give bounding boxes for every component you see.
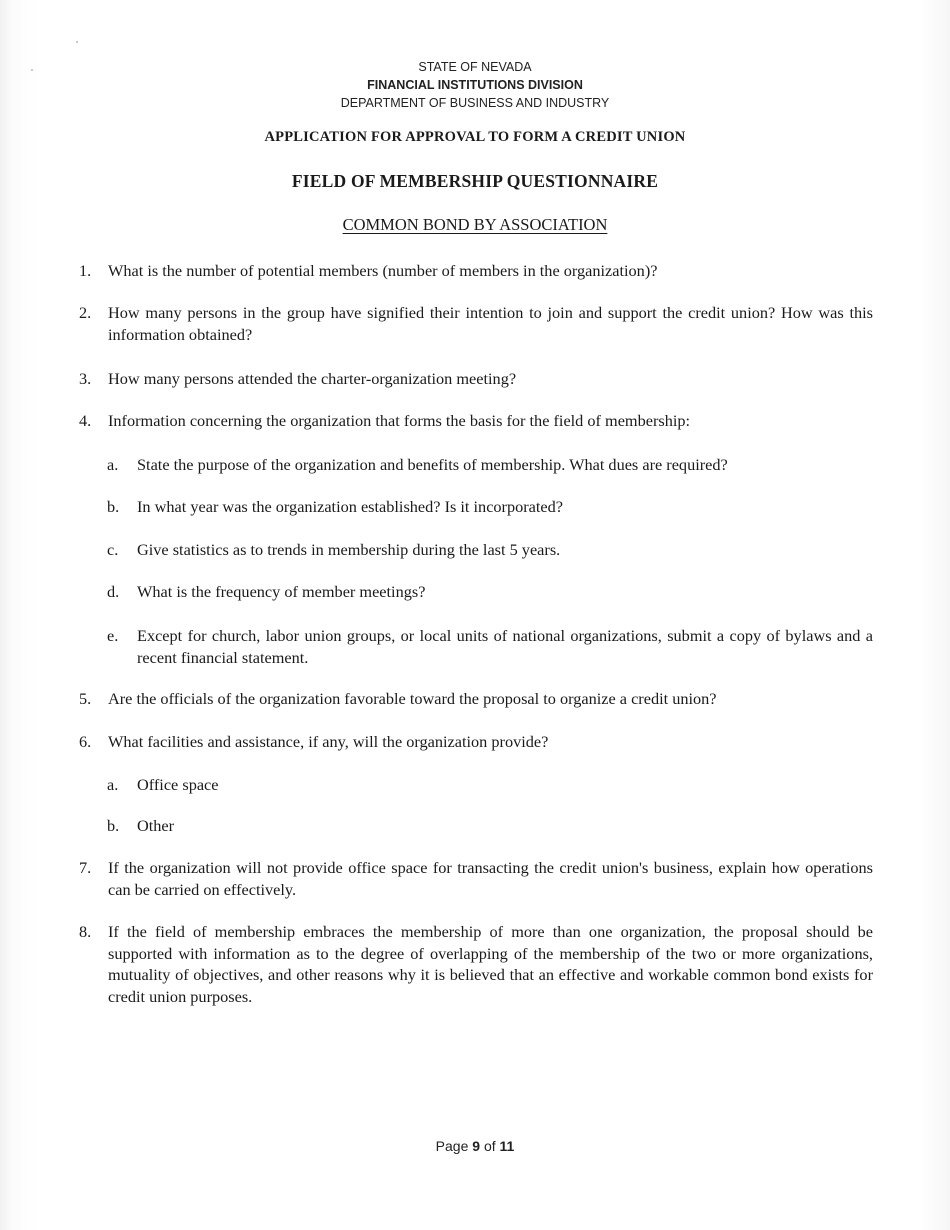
sub-question-text: State the purpose of the organization and benefits of membership. What dues are required? — [137, 455, 728, 474]
sub-question-letter: c. — [107, 540, 119, 559]
section-title: COMMON BOND BY ASSOCIATION — [342, 215, 608, 234]
page-number — [0, 1138, 950, 1154]
question-text: What is the number of potential members (number of members in the organization)? — [108, 261, 658, 280]
question-number: 3. — [79, 369, 92, 388]
question-text: If the organization will not provide office space for transacting the credit union's business, explain how operations can be carried on effectively. — [108, 858, 873, 899]
header-department: DEPARTMENT OF BUSINESS AND INDUSTRY — [340, 96, 610, 110]
sub-question-text: Give statistics as to trends in membership during the last 5 years. — [137, 540, 561, 559]
question-text: Information concerning the organization that forms the basis for the field of membership: — [108, 411, 691, 430]
sub-question-letter: a. — [107, 455, 119, 474]
question-text: What facilities and assistance, if any, will the organization provide? — [108, 732, 549, 751]
question-number: 5. — [79, 689, 92, 708]
sub-question-letter: a. — [107, 775, 119, 794]
page-total: 11 — [499, 1138, 515, 1154]
question-number: 8. — [79, 922, 92, 941]
sub-question-text: Other — [137, 816, 175, 835]
sub-question-text: What is the frequency of member meetings? — [137, 582, 426, 601]
question-text: If the field of membership embraces the membership of more than one organization, the proposal should be supported with information as to the degree of overlapping of the membership of the two or more organizations, mutuality of objectives, and other reasons why it is believed that an effective and workable common bond exists for credit union purposes. — [108, 922, 873, 1006]
question-number: 7. — [79, 858, 92, 877]
header-state: STATE OF NEVADA — [418, 60, 532, 74]
question-number: 1. — [79, 261, 92, 280]
sub-question-text: Except for church, labor union groups, or local units of national organizations, submit a copy of bylaws and a recent financial statement. — [137, 626, 873, 667]
sub-question-text: Office space — [137, 775, 219, 794]
question-number: 6. — [79, 732, 92, 751]
page-current: 9 — [472, 1138, 481, 1154]
sub-question-letter: d. — [107, 582, 120, 601]
page-of: of — [483, 1138, 496, 1154]
scan-speck — [76, 41, 78, 43]
question-number: 4. — [79, 411, 92, 430]
header-division: FINANCIAL INSTITUTIONS DIVISION — [367, 78, 583, 92]
question-text: How many persons attended the charter-organization meeting? — [108, 369, 517, 388]
sub-question-letter: b. — [107, 497, 120, 516]
question-number: 2. — [79, 303, 92, 322]
sub-question-letter: b. — [107, 816, 120, 835]
sub-question-text: In what year was the organization established? Is it incorporated? — [137, 497, 564, 516]
sub-question-letter: e. — [107, 626, 119, 645]
application-title: APPLICATION FOR APPROVAL TO FORM A CREDIT UNION — [264, 129, 686, 145]
questionnaire-title: FIELD OF MEMBERSHIP QUESTIONNAIRE — [291, 171, 659, 191]
question-text: Are the officials of the organization favorable toward the proposal to organize a credit union? — [108, 689, 717, 708]
question-text: How many persons in the group have signified their intention to join and support the credit union? How was this information obtained? — [108, 303, 873, 344]
page-word: Page — [435, 1138, 469, 1154]
